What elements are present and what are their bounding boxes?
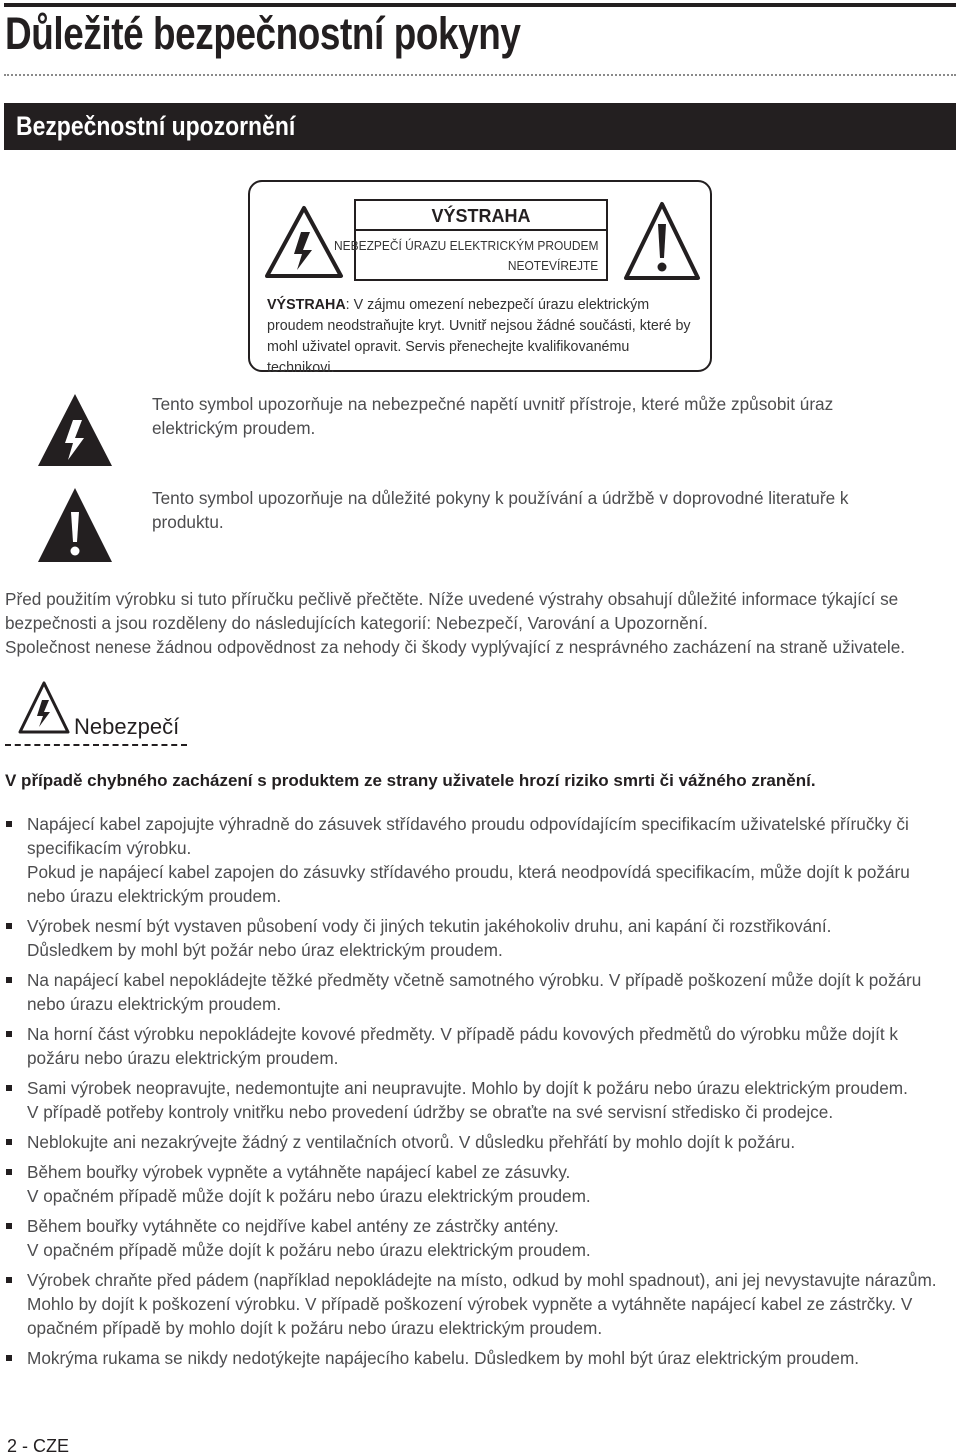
caution-label-box bbox=[248, 180, 712, 376]
danger-label: Nebezpečí bbox=[74, 714, 180, 739]
list-item-text: Napájecí kabel zapojujte výhradně do zásuvek střídavého proudu odpovídajícím specifikacím uživatelské příručky či specifikacím výrobku. bbox=[27, 814, 909, 858]
bullet-square-icon bbox=[6, 977, 12, 983]
bullet-square-icon bbox=[6, 1031, 12, 1037]
list-item-text: V případě potřeby kontroly vnitřku nebo provedení údržby se obraťte na své servisní středisko či prodejce. bbox=[27, 1102, 834, 1122]
danger-lightning-icon bbox=[17, 680, 71, 736]
list-item bbox=[5, 1214, 952, 1262]
list-item-text: Pokud je napájecí kabel zapojen do zásuvky střídavého proudu, která neodpovídá specifikacím, může dojít k požáru nebo úrazu elektrickým proudem. bbox=[27, 862, 910, 906]
list-item-text: Neblokujte ani nezakrývejte žádný z ventilačních otvorů. V důsledku přehřátí by mohlo dojít k požáru. bbox=[27, 1132, 796, 1152]
bullet-square-icon bbox=[6, 1139, 12, 1145]
exclamation-warning-icon bbox=[622, 200, 702, 282]
danger-dashed-underline bbox=[5, 744, 187, 746]
list-item-text: Výrobek chraňte před pádem (například nepokládejte na místo, odkud by mohl spadnout), ani jej nevystavujte nárazům. Mohlo by dojít k poškození výrobku. V případě poškození výrobek vypněte a vytáhněte napájecí kabel ze zástrčky. V opačném případě by mohlo dojít k požáru nebo úrazu elektrickým proudem. bbox=[27, 1270, 937, 1338]
list-item bbox=[5, 812, 952, 908]
list-item bbox=[5, 1076, 952, 1124]
symbol-description: Tento symbol upozorňuje na nebezpečné napětí uvnitř přístroje, které může způsobit úraz elektrickým proudem. bbox=[152, 394, 834, 438]
list-item-text: Sami výrobek neopravujte, nedemontujte ani neupravujte. Mohlo by dojít k požáru nebo úrazu elektrickým proudem. bbox=[27, 1078, 908, 1098]
exclamation-warning-icon bbox=[36, 486, 114, 564]
caution-label-inner bbox=[333, 199, 608, 281]
bullet-square-icon bbox=[6, 1355, 12, 1361]
symbol-description: Tento symbol upozorňuje na důležité pokyny k používání a údržbě v doprovodné literatuře k produktu. bbox=[152, 488, 849, 532]
section-header-bar bbox=[4, 103, 956, 150]
caution-text-label: VÝSTRAHA bbox=[267, 297, 346, 313]
list-item-text: Během bouřky výrobek vypněte a vytáhněte napájecí kabel ze zásuvky. bbox=[27, 1162, 571, 1182]
list-item bbox=[5, 1160, 952, 1208]
caution-text-body: : V zájmu omezení nebezpečí úrazu elektrickým proudem neodstraňujte kryt. Uvnitř nejsou žádné součásti, které by mohl uživatel opravit. Servis přenechejte kvalifikovanému technikovi. bbox=[267, 297, 691, 376]
list-item bbox=[5, 1022, 952, 1070]
list-item-text: V opačném případě může dojít k požáru nebo úrazu elektrickým proudem. bbox=[27, 1186, 591, 1206]
top-rule bbox=[4, 3, 956, 7]
danger-headline: V případě chybného zacházení s produktem ze strany uživatele hrozí riziko smrti či vážného zranění. bbox=[5, 771, 816, 790]
page-number: 2 - CZE bbox=[7, 1436, 70, 1456]
caution-line-2: NEOTEVÍREJTE bbox=[507, 258, 598, 273]
safety-bullet-list bbox=[5, 812, 952, 1376]
bullet-square-icon bbox=[6, 1085, 12, 1091]
bullet-square-icon bbox=[6, 1169, 12, 1175]
bullet-square-icon bbox=[6, 821, 12, 827]
list-item-text: Důsledkem by mohl být požár nebo úraz elektrickým proudem. bbox=[27, 940, 503, 960]
list-item-text: Výrobek nesmí být vystaven působení vody či jiných tekutin jakéhokoliv druhu, ani kapání či rozstřikování. bbox=[27, 916, 832, 936]
list-item-text: Během bouřky vytáhněte co nejdříve kabel antény ze zástrčky antény. bbox=[27, 1216, 559, 1236]
bullet-square-icon bbox=[6, 923, 12, 929]
list-item bbox=[5, 1346, 952, 1370]
intro-text bbox=[5, 587, 946, 659]
section-title: Bezpečnostní upozornění bbox=[16, 111, 296, 141]
intro-paragraph: Společnost nenese žádnou odpovědnost za nehody či škody vyplývající z nesprávného zacházení na straně uživatele. bbox=[5, 637, 906, 657]
caution-heading: VÝSTRAHA bbox=[356, 201, 606, 231]
list-item-text: Mokrýma rukama se nikdy nedotýkejte napájecího kabelu. Důsledkem by mohl být úraz elektrickým proudem. bbox=[27, 1348, 860, 1368]
list-item-text: Na horní část výrobku nepokládejte kovové předměty. V případě pádu kovových předmětů do výrobku může dojít k požáru nebo úrazu elektrickým proudem. bbox=[27, 1024, 898, 1068]
list-item-text: V opačném případě může dojít k požáru nebo úrazu elektrickým proudem. bbox=[27, 1240, 591, 1260]
caution-line-1: NEBEZPEČÍ ÚRAZU ELEKTRICKÝM PROUDEM bbox=[333, 238, 598, 253]
list-item-text: Na napájecí kabel nepokládejte těžké předměty včetně samotného výrobku. V případě poškození může dojít k požáru nebo úrazu elektrickým proudem. bbox=[27, 970, 922, 1014]
dotted-divider bbox=[4, 74, 956, 76]
lightning-warning-icon bbox=[263, 204, 345, 280]
list-item bbox=[5, 914, 952, 962]
caution-text bbox=[267, 295, 697, 379]
list-item bbox=[5, 968, 952, 1016]
page-title: Důležité bezpečnostní pokyny bbox=[5, 8, 521, 59]
bullet-square-icon bbox=[6, 1277, 12, 1283]
list-item bbox=[5, 1268, 952, 1340]
list-item bbox=[5, 1130, 952, 1154]
intro-paragraph: Před použitím výrobku si tuto příručku pečlivě přečtěte. Níže uvedené výstrahy obsahují důležité informace týkající se bezpečnosti a jsou rozděleny do následujících kategorií: Nebezpečí, Varování a Upozornění. bbox=[5, 589, 899, 633]
bullet-square-icon bbox=[6, 1223, 12, 1229]
lightning-warning-icon bbox=[36, 392, 114, 468]
